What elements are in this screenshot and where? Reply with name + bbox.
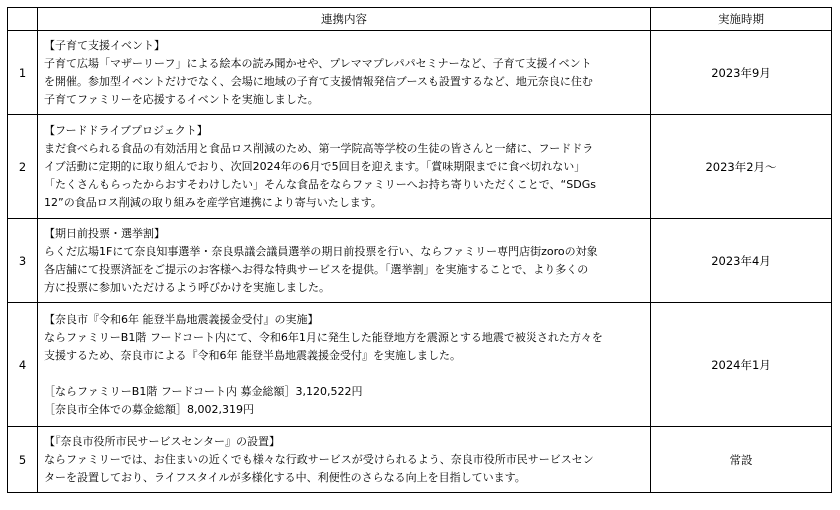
row-text-line: 各店舗にて投票済証をご提示のお客様へお得な特典サービスを提供。「選挙割」を実施することで、より多くの — [44, 262, 589, 276]
row-text-line: を開催。参加型イベントだけでなく、会場に地域の子育て支援情報発信ブースも設置するなど、地元奈良に住む — [44, 74, 593, 88]
row-title: 【子育て支援イベント】 — [44, 38, 165, 52]
row-text-line: 12”の食品ロス削減の取り組みを産学官連携により寄与いたします。 — [44, 195, 382, 209]
row-text-line: 子育てファミリーを応援するイベントを実施しました。 — [44, 92, 319, 106]
row-text-line: 子育て広場「マザーリーフ」による絵本の読み聞かせや、プレママプレパパセミナーなど、子育て支援イベント — [44, 56, 592, 70]
row-title: 【奈良市『令和6年 能登半島地震義援金受付』の実施】 — [44, 312, 319, 326]
row-text-line: 「たくさんもらったからおすそわけしたい」そんな食品をならファミリーへお持ち寄りいただくことで、“SDGs — [44, 177, 596, 191]
header-content: 連携内容 — [38, 8, 651, 31]
row-text-line: 支援するため、奈良市による『令和6年 能登半島地震義援金受付』を実施しました。 — [44, 348, 462, 362]
row-number: 5 — [8, 427, 38, 493]
row-text-line: ならファミリーB1階 フードコート内にて、令和6年1月に発生した能登地方を震源とする地震で被災された方々を — [44, 330, 603, 344]
header-number — [8, 8, 38, 31]
row-text-line: ターを設置しており、ライフスタイルが多様化する中、利便性のさらなる向上を目指しています。 — [44, 470, 526, 484]
collaboration-table — [7, 7, 832, 493]
row-title: 【期日前投票・選挙割】 — [44, 226, 165, 240]
row-content — [38, 31, 651, 115]
row-text-line: イブ活動に定期的に取り組んでおり、次回2024年の6月で5回目を迎えます。「賞味期限までに食べ切れない」 — [44, 159, 586, 173]
row-number: 4 — [8, 303, 38, 427]
row-text-line: まだ食べられる食品の有効活用と食品ロス削減のため、第一学院高等学校の生徒の皆さんと一緒に、フードドラ — [44, 141, 594, 155]
row-number: 1 — [8, 31, 38, 115]
table-row — [8, 427, 832, 493]
row-content — [38, 427, 651, 493]
table-row — [8, 115, 832, 219]
row-number: 3 — [8, 219, 38, 303]
row-date: 2023年9月 — [651, 31, 832, 115]
row-date: 2023年4月 — [651, 219, 832, 303]
blank-line — [44, 365, 645, 383]
table-header-row — [8, 8, 832, 31]
donation-total-foodcourt: ［ならファミリーB1階 フードコート内 募金総額］3,120,522円 — [44, 384, 363, 398]
header-date: 実施時期 — [651, 8, 832, 31]
row-date: 2023年2月～ — [651, 115, 832, 219]
table-row — [8, 219, 832, 303]
row-date: 常設 — [651, 427, 832, 493]
row-content — [38, 115, 651, 219]
row-date: 2024年1月 — [651, 303, 832, 427]
donation-total-city: ［奈良市全体での募金総額］8,002,319円 — [44, 402, 254, 416]
table-row — [8, 31, 832, 115]
row-title: 【『奈良市役所市民サービスセンター』の設置】 — [44, 434, 281, 448]
table-row — [8, 303, 832, 427]
row-text-line: ならファミリーでは、お住まいの近くでも様々な行政サービスが受けられるよう、奈良市役所市民サービスセン — [44, 452, 594, 466]
row-content — [38, 303, 651, 427]
row-text-line: 方に投票に参加いただけるよう呼びかけを実施しました。 — [44, 280, 330, 294]
row-text-line: らくだ広場1Fにて奈良知事選挙・奈良県議会議員選挙の期日前投票を行い、ならファミリー専門店街zoroの対象 — [44, 244, 598, 258]
row-content — [38, 219, 651, 303]
row-number: 2 — [8, 115, 38, 219]
row-title: 【フードドライブプロジェクト】 — [44, 123, 208, 137]
